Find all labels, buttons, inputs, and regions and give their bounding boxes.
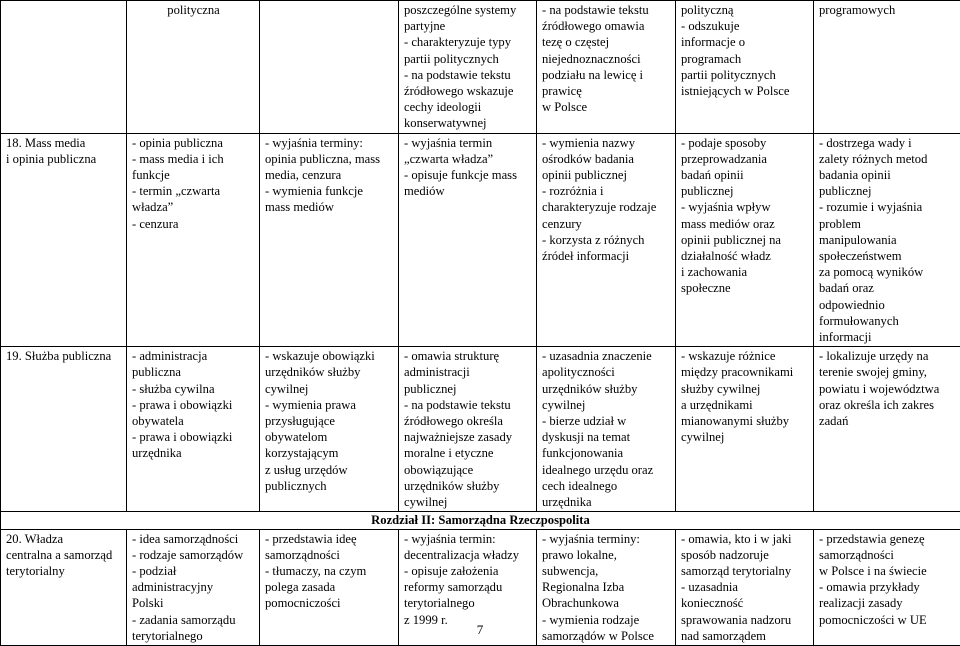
cell-18-topic [1, 133, 127, 347]
cell-line: zadań [819, 413, 956, 429]
cell-line: idealnego urzędu oraz [542, 462, 671, 478]
cell-line: - opinia publiczna [132, 135, 255, 151]
cell-line: terytorialnego [404, 595, 532, 611]
cell-line: polega zasada [265, 579, 394, 595]
cell-line: - podaje sposoby [681, 135, 809, 151]
cell-line: najważniejsze zasady [404, 429, 532, 445]
table-row-19 [1, 347, 960, 512]
cell-line: „czwarta władza” [404, 151, 532, 167]
cell-line: obywatela [132, 413, 255, 429]
cell-line: prawo lokalne, [542, 547, 671, 563]
cell-line: - omawia strukturę [404, 348, 532, 364]
cell-line: publicznych [265, 478, 394, 494]
cell-line: - służba cywilna [132, 381, 255, 397]
cell-line: - tłumaczy, na czym [265, 563, 394, 579]
cell-line: poszczególne systemy [404, 2, 532, 18]
cell-line: - lokalizuje urzędy na [819, 348, 956, 364]
cell-line: charakteryzuje rodzaje [542, 199, 671, 215]
cell-line: publiczna [132, 364, 255, 380]
cell-top-col5 [537, 1, 676, 134]
cell-line: - wyjaśnia terminy: [542, 531, 671, 547]
cell-line: urzędnika [132, 445, 255, 461]
cell-line: opinia publiczna, mass [265, 151, 394, 167]
cell-line: partii politycznych [404, 51, 532, 67]
cell-line: programach [681, 51, 809, 67]
cell-line: przysługujące [265, 413, 394, 429]
cell-line: decentralizacja władzy [404, 547, 532, 563]
cell-line: 20. Władza [6, 531, 122, 547]
cell-line: mass mediów [265, 199, 394, 215]
cell-line: służby cywilnej [681, 381, 809, 397]
cell-line: moralne i etyczne [404, 445, 532, 461]
cell-19-topic [1, 347, 127, 512]
cell-line: za pomocą wyników [819, 264, 956, 280]
cell-line: niejednoznaczności [542, 51, 671, 67]
cell-line: - przedstawia genezę [819, 531, 956, 547]
cell-top-col1 [1, 1, 127, 134]
cell-line: urzędników służby [404, 478, 532, 494]
cell-line: cenzury [542, 216, 671, 232]
cell-line: formułowanych [819, 313, 956, 329]
cell-line: samorządności [265, 547, 394, 563]
cell-line: obowiązujące [404, 462, 532, 478]
cell-top-col6 [676, 1, 814, 134]
cell-line: źródłowego omawia [542, 18, 671, 34]
cell-line: cywilnej [542, 397, 671, 413]
cell-line: administracyjny [132, 579, 255, 595]
cell-line: z usług urzędów [265, 462, 394, 478]
cell-line: - omawia przykłady [819, 579, 956, 595]
cell-line: funkcjonowania [542, 445, 671, 461]
cell-line: - odszukuje [681, 18, 809, 34]
cell-line: samorząd terytorialny [681, 563, 809, 579]
cell-line: zalety różnych metod [819, 151, 956, 167]
cell-line: - charakteryzuje typy [404, 34, 532, 50]
cell-line: - bierze udział w [542, 413, 671, 429]
cell-line: sposób nadzoruje [681, 547, 809, 563]
cell-line: konserwatywnej [404, 115, 532, 131]
cell-line: informacje o [681, 34, 809, 50]
cell-line: - wskazuje różnice [681, 348, 809, 364]
cell-line: Obrachunkowa [542, 595, 671, 611]
cell-line: - wymienia funkcje [265, 183, 394, 199]
cell-line: konieczność [681, 595, 809, 611]
cell-line: powiatu i województwa [819, 381, 956, 397]
table-row-18 [1, 133, 960, 347]
cell-line: badań opinii [681, 167, 809, 183]
chapter-heading: Rozdział II: Samorządna Rzeczpospolita [1, 512, 960, 529]
cell-line: funkcje [132, 167, 255, 183]
cell-line: pomocniczości [265, 595, 394, 611]
cell-line: źródłowego wskazuje [404, 83, 532, 99]
cell-line: realizacji zasady [819, 595, 956, 611]
cell-line: 19. Służba publiczna [6, 348, 122, 364]
cell-line: tezę o częstej [542, 34, 671, 50]
cell-line: manipulowania [819, 232, 956, 248]
cell-line: samorządów w Polsce [542, 628, 671, 644]
cell-line: - wyjaśnia termin [404, 135, 532, 151]
cell-18-col4 [399, 133, 537, 347]
cell-line: - przedstawia ideę [265, 531, 394, 547]
cell-line: polityczna [132, 2, 255, 18]
cell-line: - na podstawie tekstu [542, 2, 671, 18]
cell-line: mediów [404, 183, 532, 199]
cell-line: badania opinii [819, 167, 956, 183]
cell-line: władza” [132, 199, 255, 215]
cell-line: istniejących w Polsce [681, 83, 809, 99]
cell-line: - wskazuje obowiązki [265, 348, 394, 364]
table-row-top [1, 1, 960, 134]
cell-line: - wyjaśnia terminy: [265, 135, 394, 151]
cell-line: - uzasadnia znaczenie [542, 348, 671, 364]
cell-line: - opisuje funkcje mass [404, 167, 532, 183]
cell-line: urzędników służby [265, 364, 394, 380]
cell-line: cywilnej [681, 429, 809, 445]
table-row-chapter [1, 512, 960, 529]
cell-line: cywilnej [265, 381, 394, 397]
cell-top-col3 [260, 1, 399, 134]
cell-line: 18. Mass media [6, 135, 122, 151]
cell-line: mass mediów oraz [681, 216, 809, 232]
cell-line: społeczne [681, 280, 809, 296]
cell-line: terenie swojej gminy, [819, 364, 956, 380]
cell-line: - rodzaje samorządów [132, 547, 255, 563]
cell-line: społeczeństwem [819, 248, 956, 264]
cell-top-col2 [127, 1, 260, 134]
cell-line: programowych [819, 2, 956, 18]
cell-line: partyjne [404, 18, 532, 34]
cell-line: terytorialnego [132, 628, 255, 644]
cell-line: obywatelom [265, 429, 394, 445]
cell-19-col3 [260, 347, 399, 512]
cell-19-col6 [676, 347, 814, 512]
cell-line: między pracownikami [681, 364, 809, 380]
cell-line: - uzasadnia [681, 579, 809, 595]
cell-line: cech idealnego [542, 478, 671, 494]
cell-line: publicznej [404, 381, 532, 397]
cell-line: pomocniczości w UE [819, 612, 956, 628]
cell-top-col4 [399, 1, 537, 134]
cell-line: cechy ideologii [404, 99, 532, 115]
cell-line: - wyjaśnia termin: [404, 531, 532, 547]
cell-line: oraz określa ich zakres [819, 397, 956, 413]
cell-line: odpowiednio [819, 297, 956, 313]
cell-line: ośrodków badania [542, 151, 671, 167]
cell-line: sprawowania nadzoru [681, 612, 809, 628]
cell-line: opinii publicznej na [681, 232, 809, 248]
cell-line: podziału na lewicę i [542, 67, 671, 83]
cell-19-col4 [399, 347, 537, 512]
cell-line: w Polsce i na świecie [819, 563, 956, 579]
cell-line: - wyjaśnia wpływ [681, 199, 809, 215]
cell-line: - wymienia rodzaje [542, 612, 671, 628]
cell-line: urzędnika [542, 494, 671, 510]
cell-line: Regionalna Izba [542, 579, 671, 595]
cell-line: - na podstawie tekstu [404, 67, 532, 83]
cell-18-col3 [260, 133, 399, 347]
cell-18-col5 [537, 133, 676, 347]
cell-line: - dostrzega wady i [819, 135, 956, 151]
cell-line: - wymienia nazwy [542, 135, 671, 151]
cell-line: apolityczności [542, 364, 671, 380]
cell-line: partii politycznych [681, 67, 809, 83]
cell-19-content [127, 347, 260, 512]
cell-line: i opinia publiczna [6, 151, 122, 167]
cell-line: i zachowania [681, 264, 809, 280]
cell-line: samorządności [819, 547, 956, 563]
cell-line: prawicę [542, 83, 671, 99]
cell-line: - omawia, kto i w jaki [681, 531, 809, 547]
cell-line: z 1999 r. [404, 612, 532, 628]
cell-line: problem [819, 216, 956, 232]
cell-18-content [127, 133, 260, 347]
cell-line: - cenzura [132, 216, 255, 232]
cell-line: - korzysta z różnych [542, 232, 671, 248]
page-number: 7 [0, 622, 960, 638]
cell-line: centralna a samorząd [6, 547, 122, 563]
cell-line: nad samorządem [681, 628, 809, 644]
cell-line: - wymienia prawa [265, 397, 394, 413]
cell-line: publicznej [819, 183, 956, 199]
cell-line: źródłowego określa [404, 413, 532, 429]
cell-line: opinii publicznej [542, 167, 671, 183]
cell-line: - prawa i obowiązki [132, 397, 255, 413]
cell-line: - rozumie i wyjaśnia [819, 199, 956, 215]
cell-line: - zadania samorządu [132, 612, 255, 628]
cell-line: cywilnej [404, 494, 532, 510]
cell-line: - podział [132, 563, 255, 579]
cell-line: polityczną [681, 2, 809, 18]
cell-line: subwencja, [542, 563, 671, 579]
cell-18-col7 [814, 133, 960, 347]
cell-line: Polski [132, 595, 255, 611]
cell-line: informacji [819, 329, 956, 345]
cell-line: - termin „czwarta [132, 183, 255, 199]
cell-line: a urzędnikami [681, 397, 809, 413]
cell-line: terytorialny [6, 563, 122, 579]
cell-line: korzystającym [265, 445, 394, 461]
cell-19-col7 [814, 347, 960, 512]
cell-line: urzędników służby [542, 381, 671, 397]
cell-line: - prawa i obowiązki [132, 429, 255, 445]
cell-line: mianowanymi służby [681, 413, 809, 429]
cell-line: przeprowadzania [681, 151, 809, 167]
cell-top-col7 [814, 1, 960, 134]
cell-line: - rozróżnia i [542, 183, 671, 199]
cell-line: - opisuje założenia [404, 563, 532, 579]
cell-line: działalność władz [681, 248, 809, 264]
cell-line: publicznej [681, 183, 809, 199]
cell-line: - mass media i ich [132, 151, 255, 167]
cell-18-col6 [676, 133, 814, 347]
cell-line: w Polsce [542, 99, 671, 115]
cell-line: badań oraz [819, 280, 956, 296]
cell-line: źródeł informacji [542, 248, 671, 264]
cell-line: - na podstawie tekstu [404, 397, 532, 413]
cell-line: reformy samorządu [404, 579, 532, 595]
cell-19-col5 [537, 347, 676, 512]
cell-line: dyskusji na temat [542, 429, 671, 445]
cell-line: media, cenzura [265, 167, 394, 183]
cell-line: - idea samorządności [132, 531, 255, 547]
cell-line: - administracja [132, 348, 255, 364]
cell-line: administracji [404, 364, 532, 380]
